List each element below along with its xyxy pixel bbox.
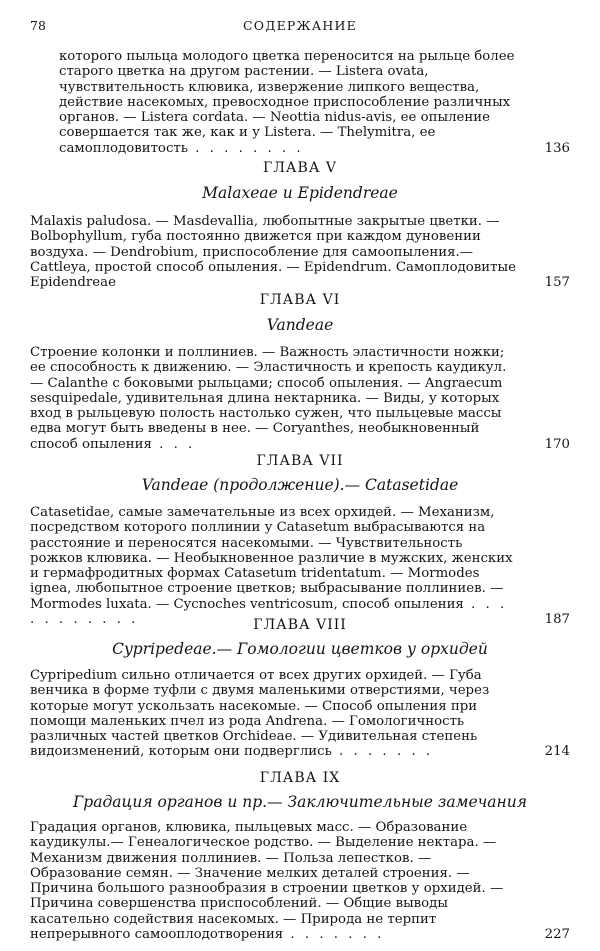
- page-number: 78: [30, 18, 46, 33]
- entry-text: Строение колонки и поллиниев. — Важность эластичности ножки; ее способность к движению. — Эластичность и крепость каудикул. — Calanthe с боковыми рыльцами; способ опыления. — Angraecum sesquipedale, удивительная длина нектарника. — Виды, у которых вход в рыльцевую полость настолько сужен, что пыльцевые массы едва могут быть введены в нее. — Coryanthes, необыкновенный способ опыления: [30, 345, 507, 452]
- entry-text: Градация органов, клювика, пыльцевых масс. — Образование каудикулы.— Генеалогическое родство. — Выделение нектара. — Механизм движения поллиниев. — Польза лепестков. — Образование семян. — Значение мелких деталей строения. — Причина большого разнообразия в строении цветков у орхидей. — Причина совершенства приспособлений. — Общие выводы касательно содействия насекомых. — Природа не терпит непрерывного самооплодотворения: [30, 820, 504, 943]
- toc-entry: [30, 505, 570, 627]
- entry-page-number: 157: [544, 275, 570, 291]
- chapter-label: ГЛАВА VIII: [253, 617, 347, 633]
- chapter-title: Cypripedeae.— Гомологии цветков у орхидей: [112, 640, 488, 658]
- chapter-label: ГЛАВА VII: [256, 453, 344, 469]
- chapter-label: ГЛАВА IX: [259, 770, 341, 786]
- dot-leader: . . . . . . .: [283, 927, 385, 943]
- toc-entry-continued: [30, 49, 570, 156]
- entry-text: Malaxis paludosa. — Masdevallia, любопытные закрытые цветки. — Bolbophyllum, губа постоянно движется при каждом дуновении воздуха. — Dendrobium, приспособление для самоопыления.— Cattleya, простой способ опыления. — Epidendrum. Самоплодовитые Epidendreae: [30, 214, 516, 291]
- chapter-title: Градация органов и пр.— Заключительные замечания: [73, 793, 527, 811]
- running-title: СОДЕРЖАНИЕ: [243, 18, 357, 33]
- dot-leader: . . . . . . . .: [187, 140, 304, 156]
- entry-page-number: 170: [544, 436, 570, 452]
- toc-entry: [30, 345, 570, 452]
- entry-page-number: 136: [544, 140, 570, 156]
- entry-text: которого пыльца молодого цветка переносится на рыльце более старого цветка на другом растении. — Listera ovata, чувствительность клювика, извержение липкого вещества, действие насекомых, превосходное приспособление различных органов. — Listera cordata. — Neottia nidus-avis, ее опыление совершается так же, как и у Listera. — Thelymitra, ее самоплодовитость: [59, 49, 515, 156]
- entry-text: Catasetidae, самые замечательные из всех орхидей. — Механизм, посредством которого поллинии у Catasetum выбрасываются на расстояние и переносятся насекомыми. — Чувствительность рожков клювика. — Необыкновенное различие в мужских, женских и гермафродитных формах Catasetum tridentatum. — Mormodes ignea, любопытное строение цветков; выбрасывание поллиниев. — Mormodes luxata. — Cycnoches ventricosum, способ опыления: [30, 505, 513, 612]
- chapter-title: Vandeae: [266, 316, 334, 334]
- entry-page-number: 214: [544, 744, 570, 760]
- running-head: [30, 18, 570, 38]
- chapter-label: ГЛАВА VI: [259, 292, 341, 308]
- entry-text: Cypripedium сильно отличается от всех других орхидей. — Губа венчика в форме туфли с двумя маленькими отверстиями, через которые могут ускользать насекомые. — Способ опыления при помощи маленьких пчел из рода Andrena. — Гомологичность различных частей цветков Orchideae. — Удивительная степень видоизменений, которым они подверглись: [30, 668, 490, 760]
- chapter-label: ГЛАВА V: [262, 160, 337, 176]
- toc-entry: [30, 668, 570, 760]
- toc-entry: [30, 820, 570, 942]
- dot-leader: . . . . . . .: [331, 744, 434, 760]
- entry-page-number: 187: [544, 612, 570, 628]
- dot-leader: . . . . . . . . . . .: [30, 596, 508, 628]
- chapter-title: Malaxeae и Epidendreae: [202, 184, 398, 202]
- toc-entry: [30, 214, 570, 290]
- dot-leader: . . .: [151, 436, 196, 452]
- entry-page-number: 227: [544, 927, 570, 943]
- chapter-title: Vandeae (продолжение).— Catasetidae: [141, 476, 459, 494]
